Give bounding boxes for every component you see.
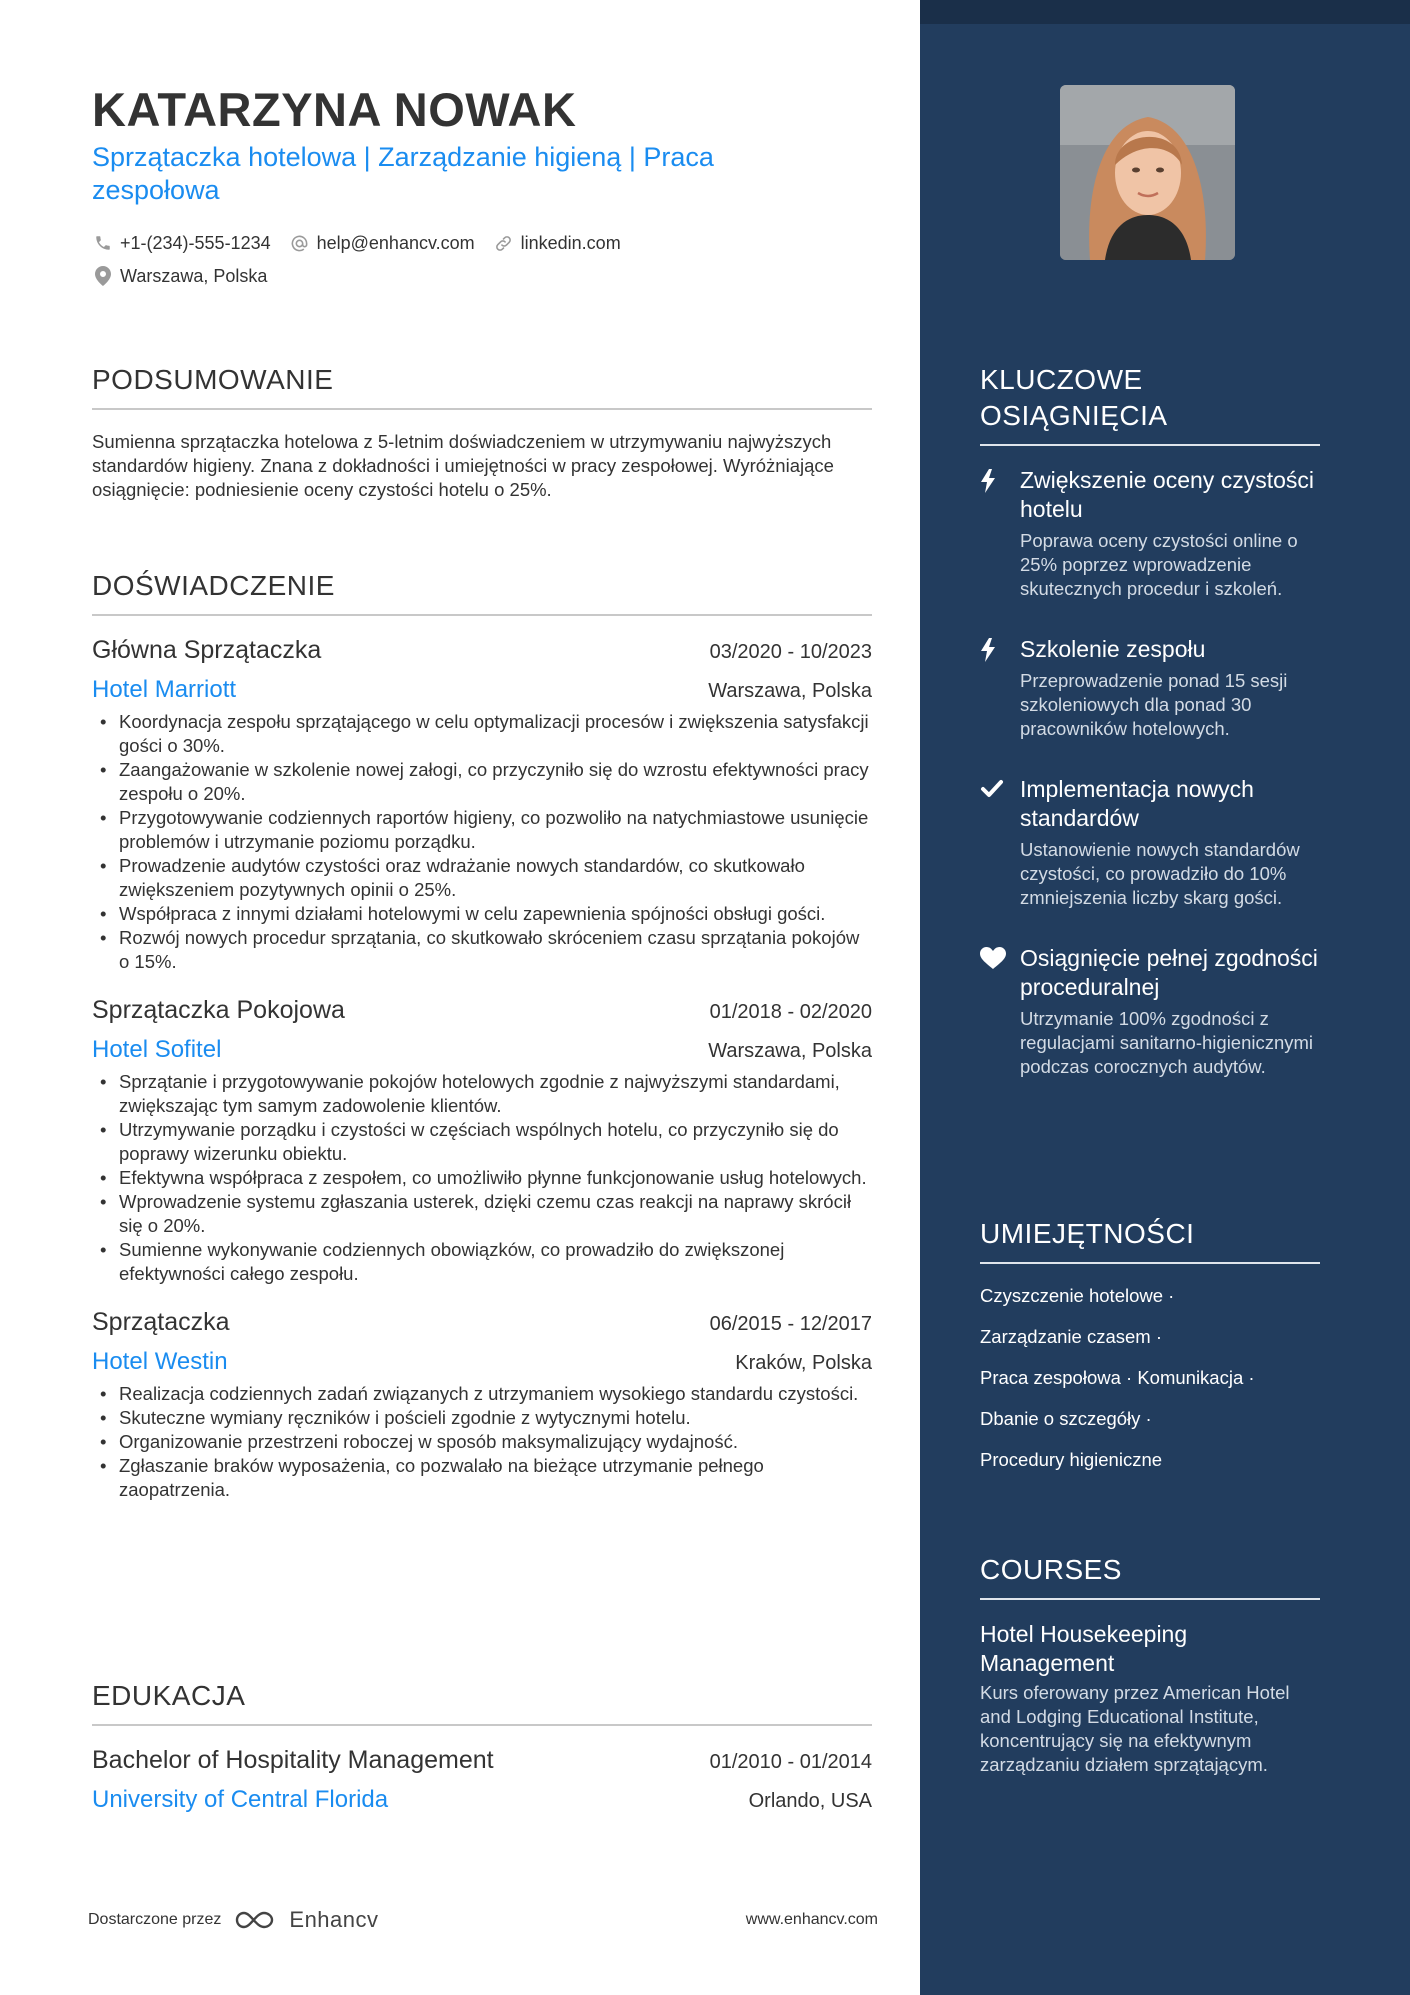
contact-info bbox=[92, 228, 882, 294]
contact-email[interactable] bbox=[289, 232, 475, 254]
job-entry bbox=[92, 1308, 872, 1502]
bolt-icon bbox=[980, 635, 1020, 741]
job-location: Kraków, Polska bbox=[735, 1352, 872, 1374]
contact-location bbox=[92, 265, 267, 287]
achievement-item bbox=[980, 775, 1320, 910]
footer-powered-by: Dostarczone przez bbox=[88, 1911, 222, 1928]
job-bullet: • Realizacja codziennych zadań związanych z utrzymaniem wysokiego standardu czystości. bbox=[92, 1382, 872, 1406]
phone-text: +1-(234)-555-1234 bbox=[120, 232, 271, 253]
link-icon bbox=[493, 232, 515, 254]
achievement-item bbox=[980, 466, 1320, 601]
candidate-headline: Sprzątaczka hotelowa | Zarządzanie higieną | Praca zespołowa bbox=[92, 142, 714, 205]
summary-text: Sumienna sprzątaczka hotelowa z 5-letnim doświadczeniem w utrzymywaniu najwyższych standardów higieny. Znana z dokładności i umiejętności w pracy zespołowej. Wyróżniające osiągnięcie: podniesienie oceny czystości hotelu o 25%. bbox=[92, 431, 834, 500]
enhancv-logo-icon bbox=[233, 1908, 281, 1932]
skills-line: Dbanie o szczegóły · bbox=[980, 1408, 1152, 1429]
courses-section bbox=[980, 1552, 1320, 1777]
contact-linkedin[interactable] bbox=[493, 232, 621, 254]
summary-heading: PODSUMOWANIE bbox=[92, 364, 872, 410]
job-bullet: • Efektywna współpraca z zespołem, co umożliwiło płynne funkcjonowanie usług hotelowych. bbox=[92, 1166, 872, 1190]
skills-line: Czyszczenie hotelowe · bbox=[980, 1285, 1175, 1306]
job-bullet: • Zgłaszanie braków wyposażenia, co pozwalało na bieżące utrzymanie pełnego zaopatrzenia. bbox=[92, 1454, 872, 1502]
job-entry bbox=[92, 996, 872, 1286]
job-company: Hotel Marriott bbox=[92, 676, 237, 703]
achievement-title: Zwiększenie oceny czystości hotelu bbox=[1020, 467, 1314, 522]
email-text: help@enhancv.com bbox=[316, 232, 475, 253]
at-icon bbox=[289, 232, 311, 254]
skills-line: Zarządzanie czasem · bbox=[980, 1326, 1162, 1347]
bolt-icon bbox=[980, 466, 1020, 601]
job-bullet: • Wprowadzenie systemu zgłaszania usterek, dzięki czemu czas reakcji na naprawy skrócił się o 20%. bbox=[92, 1190, 872, 1238]
achievements-section bbox=[980, 362, 1320, 1113]
heart-icon bbox=[980, 944, 1020, 1079]
achievement-item bbox=[980, 635, 1320, 741]
job-bullets bbox=[92, 1070, 872, 1286]
skills-section bbox=[980, 1216, 1320, 1489]
job-bullet: • Sumienne wykonywanie codziennych obowiązków, co prowadziło do zwiększonej efektywności całego zespołu. bbox=[92, 1238, 872, 1286]
phone-icon bbox=[92, 232, 114, 254]
achievement-title: Osiągnięcie pełnej zgodności proceduralnej bbox=[1020, 945, 1318, 1000]
location-text: Warszawa, Polska bbox=[120, 265, 268, 286]
job-location: Warszawa, Polska bbox=[708, 680, 872, 702]
achievement-text: Poprawa oceny czystości online o 25% poprzez wprowadzenie skutecznych procedur i szkoleń. bbox=[1020, 530, 1298, 599]
job-bullet: • Rozwój nowych procedur sprzątania, co skutkowało skróceniem czasu sprzątania pokojów o 15%. bbox=[92, 926, 872, 974]
job-dates: 06/2015 - 12/2017 bbox=[709, 1313, 872, 1335]
job-bullet: • Organizowanie przestrzeni roboczej w sposób maksymalizujący wydajność. bbox=[92, 1430, 872, 1454]
skills-line: Procedury higieniczne bbox=[980, 1449, 1163, 1470]
courses-heading: COURSES bbox=[980, 1552, 1320, 1600]
job-bullet: • Współpraca z innymi działami hotelowymi w celu zapewnienia spójności obsługi gości. bbox=[92, 902, 872, 926]
education-dates: 01/2010 - 01/2014 bbox=[709, 1751, 872, 1773]
job-title: Sprzątaczka Pokojowa bbox=[92, 996, 345, 1024]
course-title: Hotel Housekeeping Management bbox=[980, 1621, 1188, 1676]
achievement-text: Ustanowienie nowych standardów czystości, co prowadziło do 10% zmniejszenia liczby skarg gości. bbox=[1020, 839, 1300, 908]
achievement-title: Implementacja nowych standardów bbox=[1020, 776, 1254, 831]
skills-heading: UMIEJĘTNOŚCI bbox=[980, 1216, 1320, 1264]
education-location: Orlando, USA bbox=[748, 1790, 872, 1812]
job-bullet: • Utrzymywanie porządku i czystości w częściach wspólnych hotelu, co przyczyniło się do poprawy wizerunku obiektu. bbox=[92, 1118, 872, 1166]
job-bullet: • Skuteczne wymiany ręczników i pościeli zgodnie z wytycznymi hotelu. bbox=[92, 1406, 872, 1430]
experience-heading: DOŚWIADCZENIE bbox=[92, 570, 872, 616]
candidate-name: KATARZYNA NOWAK bbox=[92, 83, 577, 136]
footer-url[interactable]: www.enhancv.com bbox=[745, 1911, 878, 1928]
job-dates: 03/2020 - 10/2023 bbox=[709, 641, 872, 663]
course-text: Kurs oferowany przez American Hotel and Lodging Educational Institute, koncentrujący się na efektywnym zarządzaniu działem sprzątającym. bbox=[980, 1682, 1290, 1775]
job-bullet: • Zaangażowanie w szkolenie nowej załogi, co przyczyniło się do wzrostu efektywności pracy zespołu o 20%. bbox=[92, 758, 872, 806]
job-dates: 01/2018 - 02/2020 bbox=[709, 1001, 872, 1023]
job-bullet: • Koordynacja zespołu sprzątającego w celu optymalizacji procesów i zwiększenia satysfakcji gości o 30%. bbox=[92, 710, 872, 758]
job-company: Hotel Sofitel bbox=[92, 1036, 222, 1063]
linkedin-text: linkedin.com bbox=[520, 232, 621, 253]
education-school: University of Central Florida bbox=[92, 1786, 389, 1813]
job-bullets bbox=[92, 1382, 872, 1502]
footer-brand: Enhancv bbox=[289, 1907, 379, 1932]
job-title: Główna Sprzątaczka bbox=[92, 636, 322, 664]
sidebar bbox=[920, 0, 1410, 1995]
experience-section bbox=[92, 570, 872, 1524]
profile-photo bbox=[1060, 85, 1235, 260]
job-bullet: • Przygotowywanie codziennych raportów higieny, co pozwoliło na natychmiastowe usunięcie problemów i utrzymanie poziomu porządku. bbox=[92, 806, 872, 854]
achievement-title: Szkolenie zespołu bbox=[1020, 636, 1206, 662]
achievement-text: Utrzymanie 100% zgodności z regulacjami sanitarno-higienicznymi podczas corocznych audytów. bbox=[1020, 1008, 1314, 1077]
location-pin-icon bbox=[92, 265, 114, 287]
job-location: Warszawa, Polska bbox=[708, 1040, 872, 1062]
achievements-heading: KLUCZOWE OSIĄGNIĘCIA bbox=[980, 362, 1320, 446]
summary-section bbox=[92, 364, 872, 502]
contact-phone[interactable] bbox=[92, 232, 271, 254]
job-bullets bbox=[92, 710, 872, 974]
job-company: Hotel Westin bbox=[92, 1348, 228, 1375]
education-degree: Bachelor of Hospitality Management bbox=[92, 1746, 494, 1774]
job-bullet: • Prowadzenie audytów czystości oraz wdrażanie nowych standardów, co skutkowało zwiększeniem pozytywnych opinii o 25%. bbox=[92, 854, 872, 902]
sidebar-top-bar bbox=[920, 0, 1410, 24]
job-title: Sprzątaczka bbox=[92, 1308, 230, 1336]
job-entry bbox=[92, 636, 872, 974]
skills-line: Praca zespołowa · Komunikacja · bbox=[980, 1367, 1255, 1388]
education-section bbox=[92, 1680, 872, 1818]
job-bullet: • Sprzątanie i przygotowywanie pokojów hotelowych zgodnie z najwyższymi standardami, zwiększając tym samym zadowolenie klientów. bbox=[92, 1070, 872, 1118]
achievement-text: Przeprowadzenie ponad 15 sesji szkoleniowych dla ponad 30 pracowników hotelowych. bbox=[1020, 670, 1288, 739]
education-heading: EDUKACJA bbox=[92, 1680, 872, 1726]
check-icon bbox=[980, 775, 1020, 910]
achievement-item bbox=[980, 944, 1320, 1079]
footer bbox=[88, 1902, 878, 1938]
